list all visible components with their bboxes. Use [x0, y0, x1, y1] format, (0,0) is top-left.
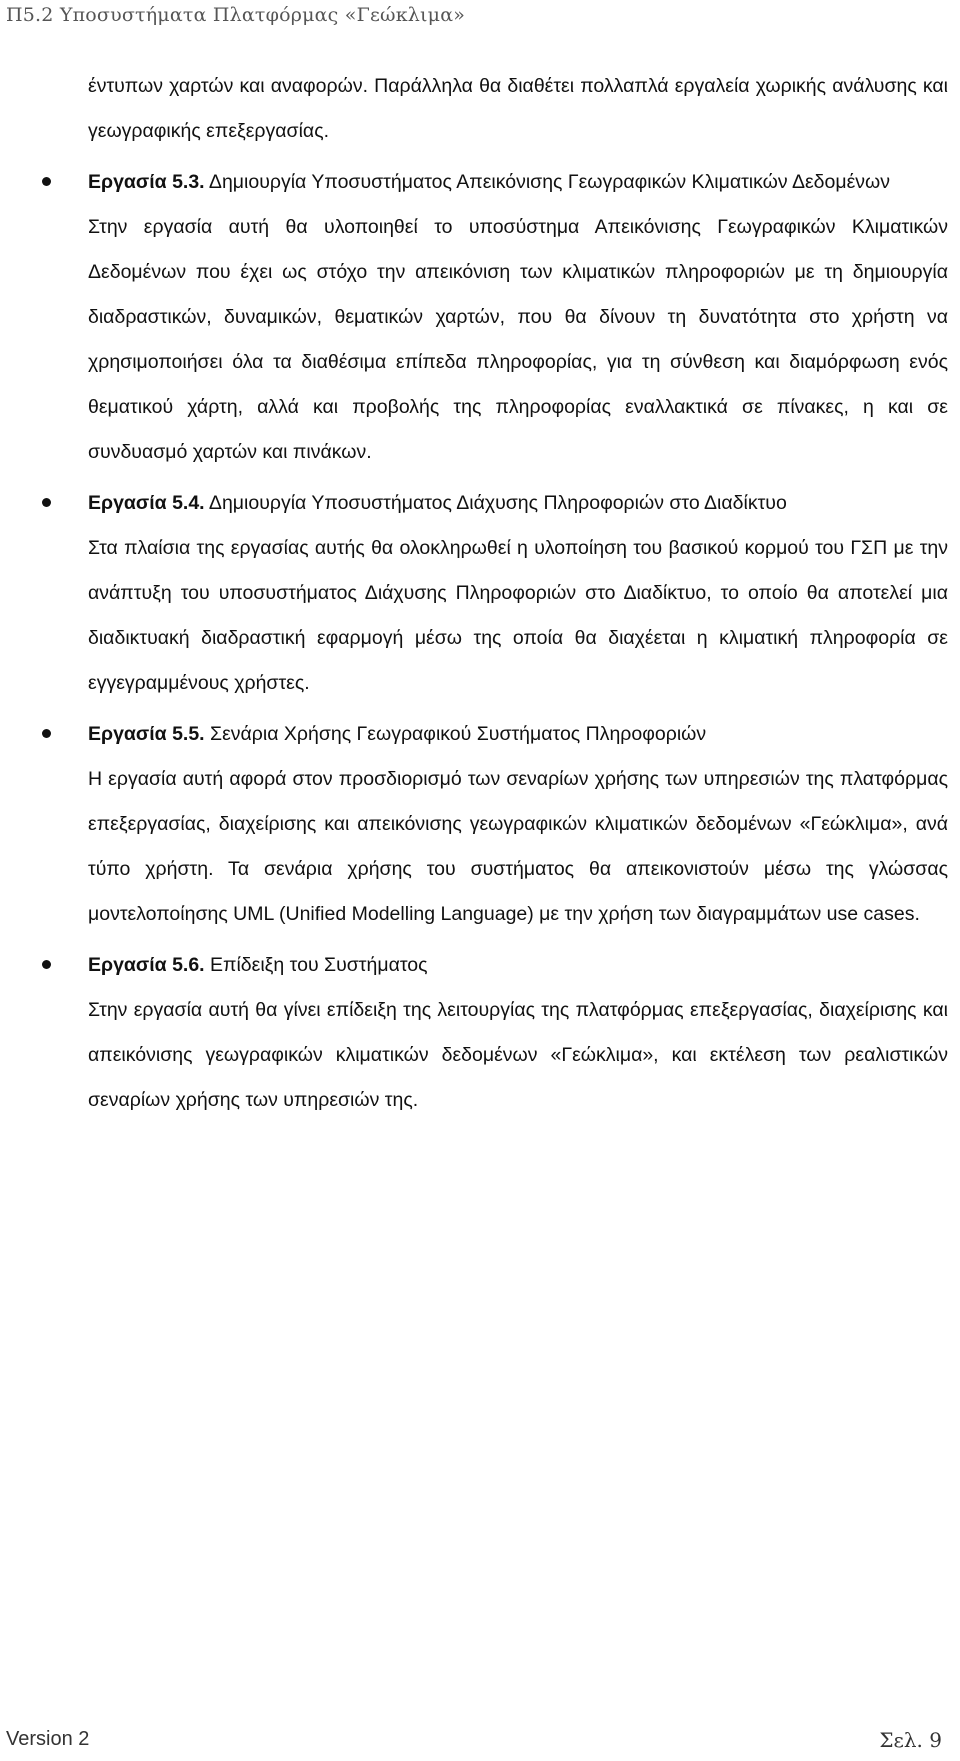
task-title: Επίδειξη του Συστήματος	[204, 954, 428, 976]
document-body	[0, 64, 960, 1123]
task-description: Η εργασία αυτή αφορά στον προσδιορισμό των σεναρίων χρήσης των υπηρεσιών της πλατφόρμας επεξεργασίας, διαχείρισης και απεικόνισης γεωγραφικών κλιματικών δεδομένων «Γεώκλιμα», ανά τύπο χρήστη. Τα σενάρια χρήσης του συστήματος θα απεικονιστούν μέσω της γλώσσας μοντελοποίησης UML (Unified Modelling Language) με την χρήση των διαγραμμάτων use cases.	[88, 768, 948, 925]
task-5-6	[0, 943, 960, 1123]
task-label: Εργασία 5.5.	[88, 723, 205, 745]
task-description: Στα πλαίσια της εργασίας αυτής θα ολοκληρωθεί η υλοποίηση του βασικού κορμού του ΓΣΠ με την ανάπτυξη του υποσυστήματος Διάχυσης Πληροφοριών στο Διαδίκτυο, το οποίο θα αποτελεί μια διαδικτυακή διαδραστική εφαρμογή μέσω της οποία θα διαχέεται η κλιματική πληροφορία σε εγγεγραμμένους χρήστες.	[88, 537, 948, 694]
page-header: Π5.2 Υποσυστήματα Πλατφόρμας «Γεώκλιμα»	[6, 4, 466, 26]
bullet-icon	[40, 481, 52, 526]
task-title: Σενάρια Χρήσης Γεωγραφικού Συστήματος Πληροφοριών	[204, 723, 707, 745]
task-label: Εργασία 5.3.	[88, 171, 205, 193]
task-heading	[88, 943, 948, 988]
task-description: Στην εργασία αυτή θα υλοποιηθεί το υποσύστημα Απεικόνισης Γεωγραφικών Κλιματικών Δεδομένων που έχει ως στόχο την απεικόνιση των κλιματικών πληροφοριών με τη δημιουργία διαδραστικών, δυναμικών, θεματικών χαρτών, που θα δίνουν τη δυνατότητα στο χρήστη να χρησιμοποιήσει όλα τα διαθέσιμα επίπεδα πληροφορίας, για τη σύνθεση και διαμόρφωση ενός θεματικού χάρτη, αλλά και προβολής της πληροφορίας εναλλακτικά σε πίνακες, η και σε συνδυασμό χαρτών και πινάκων.	[88, 216, 948, 463]
task-heading	[88, 712, 948, 757]
footer-page-number: Σελ. 9	[879, 1728, 942, 1752]
task-5-5	[0, 712, 960, 937]
task-heading	[88, 481, 948, 526]
task-5-3	[0, 160, 960, 475]
task-title: Δημιουργία Υποσυστήματος Απεικόνισης Γεωγραφικών Κλιματικών Δεδομένων	[204, 171, 891, 193]
intro-paragraph: έντυπων χαρτών και αναφορών. Παράλληλα θα διαθέτει πολλαπλά εργαλεία χωρικής ανάλυσης και γεωγραφικής επεξεργασίας.	[88, 75, 948, 142]
task-5-4	[0, 481, 960, 706]
task-title: Δημιουργία Υποσυστήματος Διάχυσης Πληροφοριών στο Διαδίκτυο	[204, 492, 787, 514]
task-heading	[88, 160, 948, 205]
footer-version: Version 2	[6, 1728, 90, 1750]
bullet-icon	[40, 160, 52, 205]
task-label: Εργασία 5.6.	[88, 954, 205, 976]
bullet-icon	[40, 943, 52, 988]
bullet-icon	[40, 712, 52, 757]
task-label: Εργασία 5.4.	[88, 492, 205, 514]
task-description: Στην εργασία αυτή θα γίνει επίδειξη της λειτουργίας της πλατφόρμας επεξεργασίας, διαχείρισης και απεικόνισης γεωγραφικών κλιματικών δεδομένων «Γεώκλιμα», και εκτέλεση των ρεαλιστικών σεναρίων χρήσης των υπηρεσιών της.	[88, 999, 948, 1111]
